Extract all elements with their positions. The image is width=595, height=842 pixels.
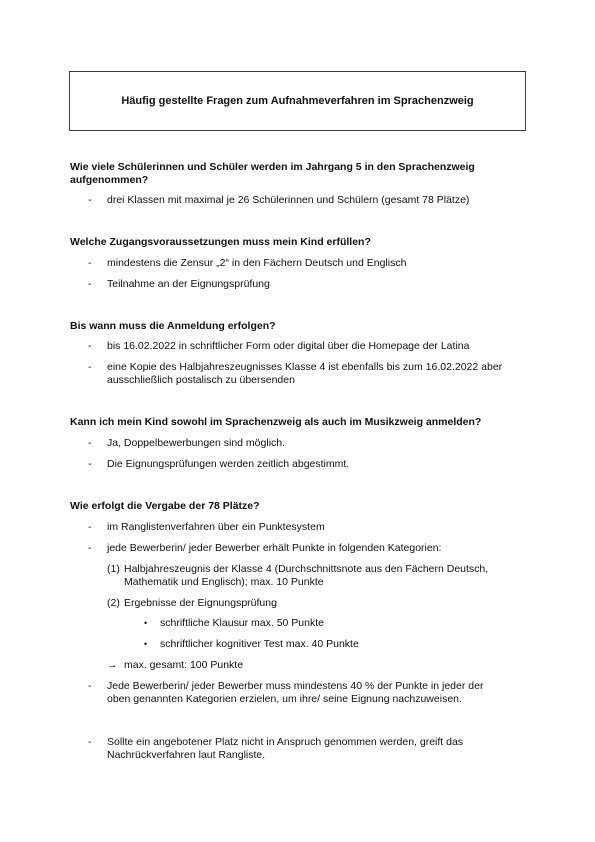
question-text: [70, 416, 481, 429]
answer-text: [107, 680, 483, 706]
bullet-dot-icon: •: [144, 639, 148, 649]
answer-line: oben genannten Kategorien erzielen, um ihre/ seine Eignung nachzuweisen.: [107, 693, 462, 705]
dash-marker: -: [88, 521, 92, 533]
answer-line: Nachrückverfahren laut Rangliste.: [107, 749, 266, 761]
question-line: Kann ich mein Kind sowohl im Sprachenzweig als auch im Musikzweig anmelden?: [70, 416, 482, 428]
category-line: Halbjahreszeugnis der Klasse 4 (Durchschnittsnote aus den Fächern Deutsch,: [124, 563, 489, 575]
answer-text: [107, 278, 270, 291]
dash-marker: -: [88, 278, 92, 290]
answer-line: Sollte ein angebotener Platz nicht in Anspruch genommen werden, greift das: [107, 736, 464, 748]
dash-marker: -: [88, 458, 92, 470]
category-text: [124, 597, 277, 610]
answer-text: [107, 361, 502, 387]
answer-line: mindestens die Zensur „2“ in den Fächern Deutsch und Englisch: [107, 257, 407, 269]
sub-bullet-line: schriftlicher kognitiver Test max. 40 Punkte: [160, 638, 359, 650]
answer-line: ausschließlich postalisch zu übersenden: [107, 374, 295, 386]
question-line: Wie erfolgt die Vergabe der 78 Plätze?: [70, 500, 260, 512]
sub-bullet-line: schriftliche Klausur max. 50 Punkte: [160, 617, 324, 629]
answer-line: bis 16.02.2022 in schriftlicher Form oder digital über die Homepage der Latina: [107, 340, 470, 352]
question-line: Welche Zugangsvoraussetzungen muss mein Kind erfüllen?: [70, 236, 371, 248]
sub-bullet-text: [160, 638, 359, 651]
category-number: (2): [107, 597, 120, 609]
dash-marker: -: [88, 680, 92, 692]
total-text: [124, 659, 243, 672]
title-box: [69, 71, 526, 131]
arrow-right-icon: →: [107, 659, 118, 671]
answer-line: Ja, Doppelbewerbungen sind möglich.: [107, 437, 286, 449]
answer-text: [107, 194, 469, 207]
answer-text: [107, 458, 349, 471]
answer-text: [107, 340, 469, 353]
dash-marker: -: [88, 340, 92, 352]
question-text: [70, 236, 371, 249]
dash-marker: -: [88, 361, 92, 373]
total-line: max. gesamt: 100 Punkte: [124, 659, 244, 671]
sub-bullet-text: [160, 617, 324, 630]
dash-marker: -: [88, 194, 92, 206]
answer-text: [107, 521, 325, 534]
category-number: (1): [107, 563, 120, 575]
answer-text: [107, 736, 463, 762]
dash-marker: -: [88, 736, 92, 748]
question-text: [70, 161, 475, 187]
question-line: Wie viele Schülerinnen und Schüler werden im Jahrgang 5 in den Sprachenzweig: [70, 161, 475, 173]
answer-line: im Ranglistenverfahren über ein Punktesystem: [107, 521, 325, 533]
answer-line: Die Eignungsprüfungen werden zeitlich abgestimmt.: [107, 458, 350, 470]
category-line: Mathematik und Englisch); max. 10 Punkte: [124, 576, 324, 588]
answer-text: [107, 257, 406, 270]
dash-marker: -: [88, 542, 92, 554]
page-title: Häufig gestellte Fragen zum Aufnahmeverfahren im Sprachenzweig: [121, 95, 474, 107]
answer-line: eine Kopie des Halbjahreszeugnisses Klasse 4 ist ebenfalls bis zum 16.02.2022 aber: [107, 361, 503, 373]
dash-marker: -: [88, 257, 92, 269]
question-line: Bis wann muss die Anmeldung erfolgen?: [70, 320, 276, 332]
answer-text: [107, 542, 441, 555]
answer-line: Jede Bewerberin/ jeder Bewerber muss mindestens 40 % der Punkte in jeder der: [107, 680, 484, 692]
question-text: [70, 500, 260, 513]
bullet-dot-icon: •: [144, 618, 148, 628]
category-text: [124, 563, 488, 589]
answer-line: Teilnahme an der Eignungsprüfung: [107, 278, 270, 290]
category-line: Ergebnisse der Eignungsprüfung: [124, 597, 277, 609]
question-text: [70, 320, 276, 333]
dash-marker: -: [88, 437, 92, 449]
answer-text: [107, 437, 285, 450]
question-line: aufgenommen?: [70, 174, 149, 186]
answer-line: jede Bewerberin/ jeder Bewerber erhält Punkte in folgenden Kategorien:: [107, 542, 442, 554]
answer-line: drei Klassen mit maximal je 26 Schülerinnen und Schülern (gesamt 78 Plätze): [107, 194, 470, 206]
